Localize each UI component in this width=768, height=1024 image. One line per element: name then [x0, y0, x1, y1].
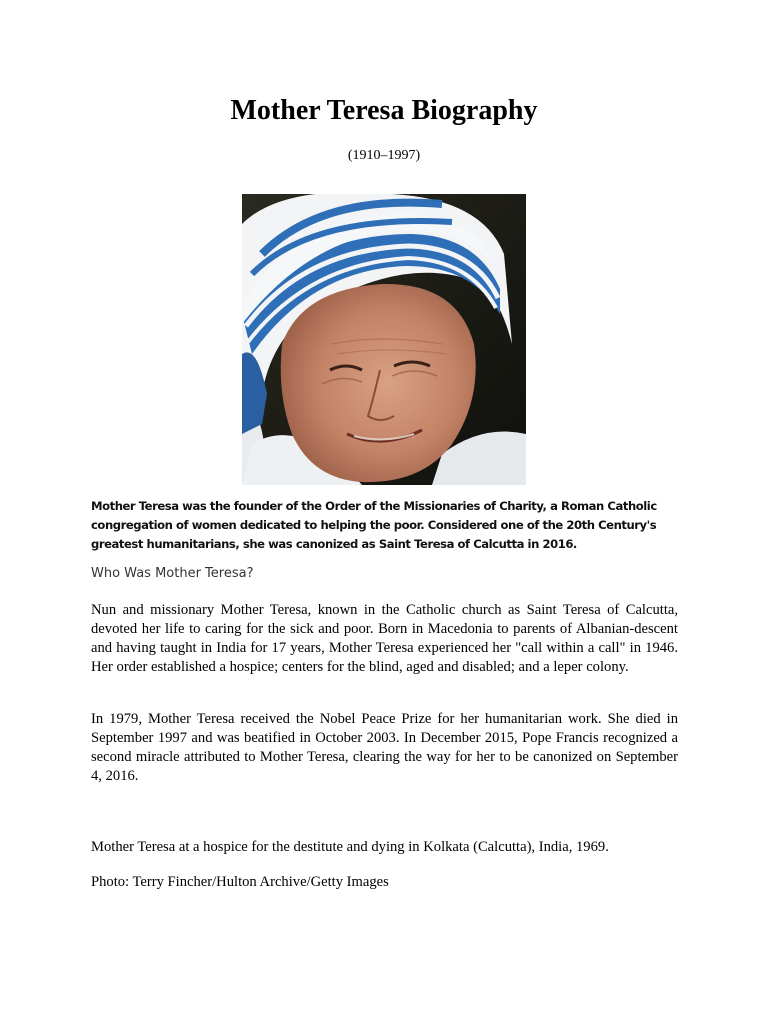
photo-credit: Photo: Terry Fincher/Hulton Archive/Getty Images — [91, 874, 389, 890]
section-heading: Who Was Mother Teresa? — [91, 566, 254, 581]
life-dates: (1910–1997) — [347, 148, 421, 163]
body-paragraph-2: In 1979, Mother Teresa received the Nobel Peace Prize for her humanitarian work. She died in September 1997 and was beatified in October 2003. In December 2015, Pope Francis recognized a second miracle attributed to Mother Teresa, clearing the way for her to be canonized on September 4, 2016. — [91, 711, 678, 784]
photo-caption: Mother Teresa at a hospice for the destitute and dying in Kolkata (Calcutta), India, 1969. — [91, 839, 609, 855]
page-title: Mother Teresa Biography — [230, 95, 538, 126]
portrait-illustration — [242, 194, 526, 485]
body-paragraph-1: Nun and missionary Mother Teresa, known in the Catholic church as Saint Teresa of Calcutta, devoted her life to caring for the sick and poor. Born in Macedonia to parents of Albanian-descent and having taught in India for 17 years, Mother Teresa experienced her "call within a call" in 1946. Her order established a hospice; centers for the blind, aged and disabled; and a leper colony. — [91, 602, 678, 675]
summary-text: Mother Teresa was the founder of the Order of the Missionaries of Charity, a Roman Catholic congregation of women dedicated to helping the poor. Considered one of the 20th Century's greatest humanitarians, she was canonized as Saint Teresa of Calcutta in 2016. — [91, 499, 657, 551]
portrait-photo — [242, 194, 526, 485]
